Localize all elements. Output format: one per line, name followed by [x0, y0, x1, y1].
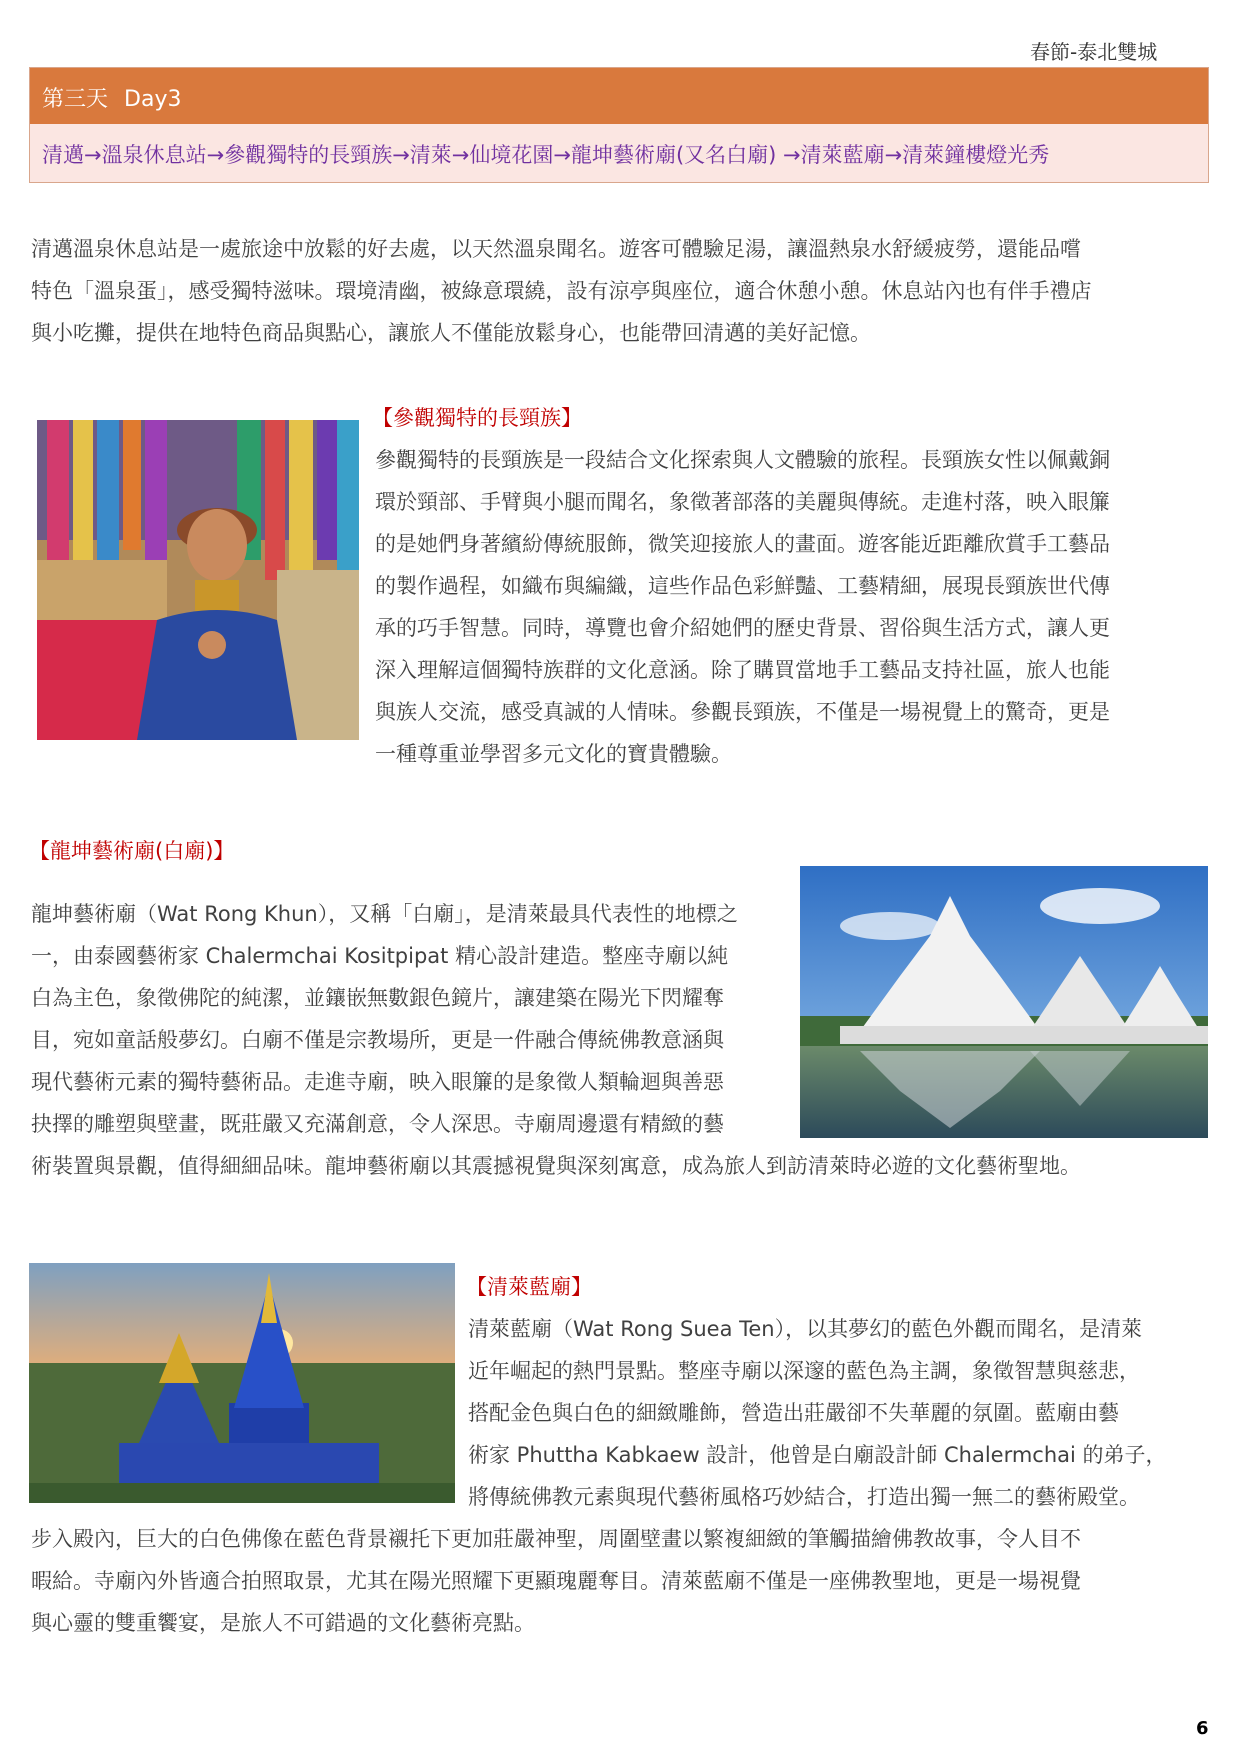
white-temple-line: 抉擇的雕塑與壁畫，既莊嚴又充滿創意，令人深思。寺廟周邊還有精緻的藝 — [31, 1112, 724, 1136]
blue-temple-title: 【清萊藍廟】 — [466, 1275, 592, 1299]
header-tag: 春節-泰北雙城 — [1030, 40, 1158, 64]
page-number: 6 — [1196, 1718, 1209, 1739]
intro-line: 與小吃攤，提供在地特色商品與點心，讓旅人不僅能放鬆身心，也能帶回清邁的美好記憶。 — [31, 321, 871, 345]
longneck-line: 承的巧手智慧。同時，導覽也會介紹她們的歷史背景、習俗與生活方式，讓人更 — [375, 616, 1110, 640]
day-box — [29, 67, 1209, 183]
intro-paragraph — [31, 228, 1211, 354]
longneck-line: 的製作過程，如織布與編織，這些作品色彩鮮豔、工藝精細，展現長頸族世代傳 — [375, 574, 1110, 598]
day-title-bar — [30, 68, 1208, 124]
white-temple-line: 白為主色，象徵佛陀的純潔，並鑲嵌無數銀色鏡片，讓建築在陽光下閃耀奪 — [31, 986, 724, 1010]
blue-temple-paragraph — [468, 1308, 1212, 1518]
longneck-photo — [37, 420, 359, 740]
white-temple-line: 現代藝術元素的獨特藝術品。走進寺廟，映入眼簾的是象徵人類輪迴與善惡 — [31, 1070, 724, 1094]
day-label-en: Day3 — [124, 87, 182, 112]
day-label: 第三天 — [42, 87, 109, 112]
longneck-paragraph — [375, 439, 1195, 775]
day-route: 清邁→溫泉休息站→參觀獨特的長頸族→清萊→仙境花園→龍坤藝術廟(又名白廟) →清萊藍廟→清萊鐘樓燈光秀 — [30, 124, 1208, 182]
blue-temple-line: 清萊藍廟（Wat Rong Suea Ten），以其夢幻的藍色外觀而聞名，是清萊 — [468, 1317, 1143, 1341]
blue-temple-line: 將傳統佛教元素與現代藝術風格巧妙結合，打造出獨一無二的藝術殿堂。 — [468, 1485, 1140, 1509]
white-temple-tail: 術裝置與景觀，值得細細品味。龍坤藝術廟以其震撼視覺與深刻寓意，成為旅人到訪清萊時必遊的文化藝術聖地。 — [31, 1154, 1081, 1178]
white-temple-line: 目，宛如童話般夢幻。白廟不僅是宗教場所，更是一件融合傳統佛教意涵與 — [31, 1028, 724, 1052]
blue-temple-tail-line: 暇給。寺廟內外皆適合拍照取景，尤其在陽光照耀下更顯瑰麗奪目。清萊藍廟不僅是一座佛教聖地，更是一場視覺 — [31, 1569, 1081, 1593]
blue-temple-photo — [29, 1263, 455, 1503]
blue-temple-tail-line: 步入殿內，巨大的白色佛像在藍色背景襯托下更加莊嚴神聖，周圍壁畫以繁複細緻的筆觸描繪佛教故事，令人目不 — [31, 1527, 1081, 1551]
longneck-line: 深入理解這個獨特族群的文化意涵。除了購買當地手工藝品支持社區，旅人也能 — [375, 658, 1110, 682]
longneck-line: 一種尊重並學習多元文化的寶貴體驗。 — [375, 742, 732, 766]
blue-temple-line: 術家 Phuttha Kabkaew 設計，他曾是白廟設計師 Chalermchai 的弟子， — [468, 1443, 1167, 1467]
blue-temple-line: 近年崛起的熱門景點。整座寺廟以深邃的藍色為主調，象徵智慧與慈悲， — [468, 1359, 1140, 1383]
white-temple-line: 一，由泰國藝術家 Chalermchai Kositpipat 精心設計建造。整座寺廟以純 — [31, 944, 729, 968]
blue-temple-tail — [31, 1518, 1211, 1644]
longneck-title: 【參觀獨特的長頸族】 — [372, 406, 582, 430]
intro-line: 清邁溫泉休息站是一處旅途中放鬆的好去處，以天然溫泉聞名。遊客可體驗足湯，讓溫熱泉水舒緩疲勞，還能品嚐 — [31, 237, 1081, 261]
longneck-line: 與族人交流，感受真誠的人情味。參觀長頸族，不僅是一場視覺上的驚奇，更是 — [375, 700, 1110, 724]
blue-temple-tail-line: 與心靈的雙重饗宴，是旅人不可錯過的文化藝術亮點。 — [31, 1611, 535, 1635]
white-temple-line: 龍坤藝術廟（Wat Rong Khun），又稱「白廟」，是清萊最具代表性的地標之 — [31, 902, 738, 926]
white-temple-title: 【龍坤藝術廟(白廟)】 — [29, 839, 235, 863]
white-temple-paragraph — [31, 893, 786, 1145]
longneck-line: 環於頸部、手臂與小腿而聞名，象徵著部落的美麗與傳統。走進村落，映入眼簾 — [375, 490, 1110, 514]
intro-line: 特色「溫泉蛋」，感受獨特滋味。環境清幽，被綠意環繞，設有涼亭與座位，適合休憩小憩。休息站內也有伴手禮店 — [31, 279, 1092, 303]
blue-temple-line: 搭配金色與白色的細緻雕飾，營造出莊嚴卻不失華麗的氛圍。藍廟由藝 — [468, 1401, 1119, 1425]
longneck-line: 的是她們身著繽紛傳統服飾，微笑迎接旅人的畫面。遊客能近距離欣賞手工藝品 — [375, 532, 1110, 556]
longneck-line: 參觀獨特的長頸族是一段結合文化探索與人文體驗的旅程。長頸族女性以佩戴銅 — [375, 448, 1110, 472]
white-temple-photo — [800, 866, 1208, 1138]
